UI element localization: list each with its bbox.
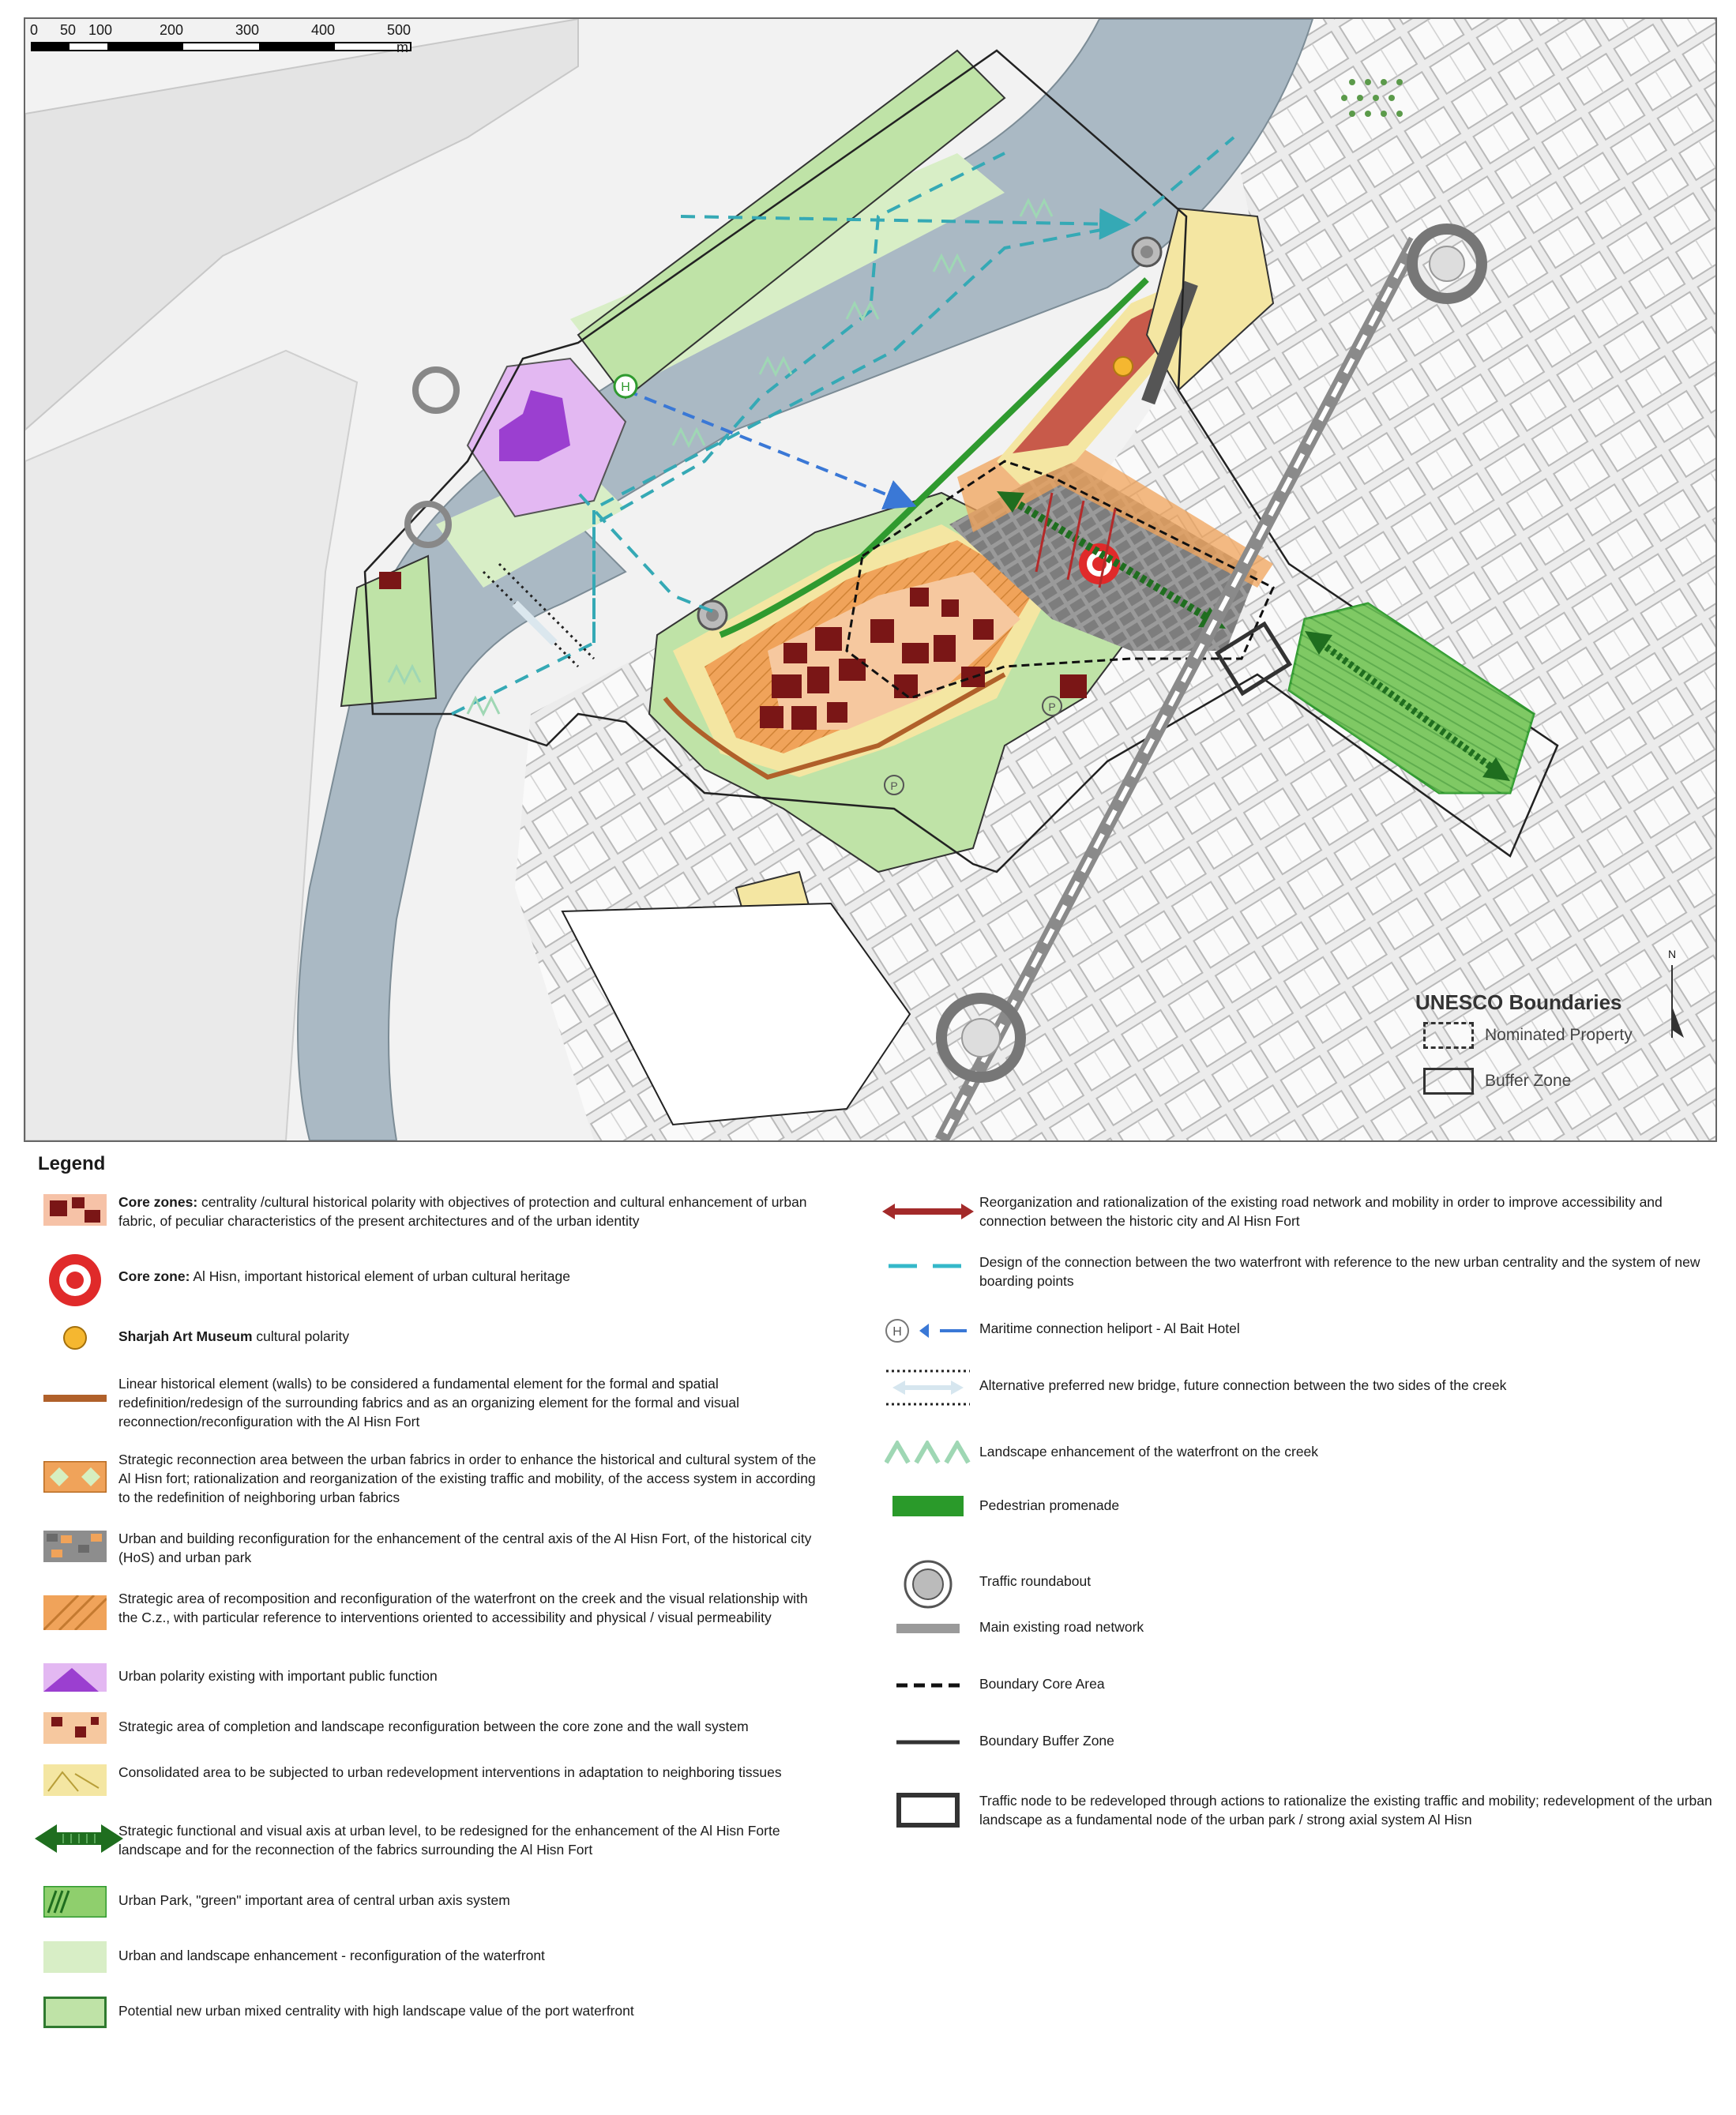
- legend-core-zones-text: centrality /cultural historical polarity with objectives of protection and cultural enhancement of urban fabric, of peculiar characteristics of the present architectures and of the urban identity: [118, 1194, 807, 1229]
- legend-urban-park-text: Urban Park, "green" important area of central urban axis system: [118, 1892, 510, 1908]
- road-network-line-icon: [877, 1617, 979, 1633]
- legend-reconfiguration-text: Urban and building reconfiguration for the enhancement of the central axis of the Al Hisn Fort, of the historical city (HoS) and urban park: [118, 1531, 812, 1565]
- legend-item-landscape-enhancement: [32, 1940, 829, 1995]
- legend-landscape-enhancement-text: Urban and landscape enhancement - reconfiguration of the waterfront: [118, 1948, 545, 1963]
- scale-tick-400: 400: [311, 22, 336, 38]
- scale-tick-300: 300: [235, 22, 260, 38]
- legend-item-completion-area: [32, 1711, 829, 1763]
- parking-symbol: P: [890, 780, 898, 792]
- buffer-boundary-line-icon: [877, 1731, 979, 1745]
- unesco-title: UNESCO Boundaries: [1415, 990, 1622, 1014]
- legend-roundabout-text: Traffic roundabout: [979, 1573, 1092, 1589]
- promenade-green-bar-icon: [877, 1494, 979, 1516]
- legend-cyan-dashed-text: Design of the connection between the two waterfront with reference to the new urban centrality and the system of new boarding points: [979, 1254, 1700, 1289]
- nominated-property-icon: [1423, 1022, 1474, 1049]
- legend-right-column: [877, 1193, 1714, 1854]
- historic-wall-line-icon: [32, 1374, 118, 1404]
- legend-item-urban-park: [32, 1884, 829, 1940]
- legend-completion-area-text: Strategic area of completion and landscape reconfiguration between the core zone and the wall system: [118, 1719, 749, 1734]
- legend-item-art-museum: [32, 1322, 829, 1374]
- legend-mixed-centrality-text: Potential new urban mixed centrality with high landscape value of the port waterfront: [118, 2003, 634, 2019]
- nominated-property-label: Nominated Property: [1485, 1026, 1633, 1044]
- legend-core-boundary-text: Boundary Core Area: [979, 1676, 1105, 1692]
- legend-item-historic-wall: [32, 1374, 829, 1450]
- legend-item-bridge: [877, 1366, 1714, 1439]
- legend-waterfront-recomposition-text: Strategic area of recomposition and reconfiguration of the waterfront on the creek and the visual relationship with the C.z., with particular reference to interventions oriented to accessibility and physical / visual permeability: [118, 1591, 808, 1625]
- map-canvas: [25, 19, 1715, 1140]
- reconnection-area-swatch-icon: [32, 1450, 118, 1493]
- legend-item-buffer-boundary: [877, 1731, 1714, 1791]
- roundabout-icon: [1133, 238, 1161, 266]
- completion-area-swatch-icon: [32, 1711, 118, 1744]
- legend-al-hisn-text: Al Hisn, important historical element of urban cultural heritage: [190, 1268, 570, 1284]
- legend-green-axis-text: Strategic functional and visual axis at urban level, to be redesigned for the enhancement of the Al Hisn Forte landscape and for the reconnection of the fabrics surrounding the Al Hisn Fort: [118, 1823, 780, 1858]
- scale-tick-200: 200: [160, 22, 184, 38]
- unesco-buffer-row: [1423, 1068, 1571, 1095]
- scale-tick-50: 50: [60, 22, 77, 38]
- legend-item-cyan-dashed: [877, 1253, 1714, 1316]
- legend-promenade-text: Pedestrian promenade: [979, 1497, 1120, 1513]
- legend-buffer-boundary-text: Boundary Buffer Zone: [979, 1733, 1114, 1749]
- consolidated-area-swatch-icon: [32, 1763, 118, 1796]
- legend-item-promenade: [877, 1494, 1714, 1557]
- legend-core-zones-bold: Core zones:: [118, 1194, 198, 1210]
- heliport-connection-icon: [877, 1316, 979, 1344]
- legend-heliport-text: Maritime connection heliport - Al Bait Hotel: [979, 1320, 1240, 1336]
- parking-symbol-2: P: [1048, 701, 1056, 713]
- buffer-zone-icon: [1423, 1068, 1474, 1095]
- legend-item-core-boundary: [877, 1674, 1714, 1731]
- roundabout-icon: [698, 601, 727, 629]
- roundabout-icon: [877, 1557, 979, 1610]
- legend-traffic-node-text: Traffic node to be redeveloped through actions to rationalize the existing traffic and mobility; redevelopment of the urban landscape as a fundamental node of the urban park / strong axial system Al Hisn: [979, 1793, 1712, 1828]
- waterfront-chevrons-icon: [877, 1439, 979, 1464]
- art-museum-dot-icon: [1114, 357, 1133, 376]
- core-boundary-dashed-icon: [877, 1674, 979, 1689]
- scale-tick-500: 500: [387, 22, 411, 38]
- al-hisn-target-icon: [32, 1251, 118, 1308]
- public-function-swatch-icon: [32, 1662, 118, 1692]
- site-map: [24, 17, 1717, 1142]
- art-museum-dot-icon: [32, 1322, 118, 1352]
- legend-item-traffic-node: [877, 1791, 1714, 1854]
- legend-consolidated-area-text: Consolidated area to be subjected to urban redevelopment interventions in adaptation to neighboring tissues: [118, 1764, 782, 1780]
- green-axis-arrow-icon: [32, 1821, 126, 1854]
- legend-item-core-zones: [32, 1193, 829, 1251]
- scale-tick-100: 100: [88, 22, 113, 38]
- core-zone-swatch-icon: [32, 1193, 118, 1226]
- urban-park-swatch-icon: [32, 1884, 118, 1918]
- legend-left-column: [32, 1193, 829, 2042]
- legend-title: Legend: [38, 1153, 106, 1174]
- legend-historic-wall-text: Linear historical element (walls) to be considered a fundamental element for the formal and spatial redefinition/redesign of the surrounding fabrics and as an organizing element for the formal and visual reconnection/reconfiguration with the Al Hisn Fort: [118, 1376, 740, 1429]
- legend-item-red-arrow: [877, 1193, 1714, 1253]
- legend-item-waterfront-recomposition: [32, 1589, 829, 1662]
- legend-item-chevrons: [877, 1439, 1714, 1494]
- legend-item-public-function: [32, 1662, 829, 1711]
- legend-bridge-text: Alternative preferred new bridge, future connection between the two sides of the creek: [979, 1377, 1507, 1393]
- scale-unit: m: [396, 39, 408, 55]
- scale-bar: [32, 43, 411, 51]
- legend-item-consolidated-area: [32, 1763, 829, 1821]
- legend-item-roundabout: [877, 1557, 1714, 1617]
- legend-art-museum-text: cultural polarity: [252, 1328, 350, 1344]
- legend-item-reconnection-area: [32, 1450, 829, 1529]
- legend-art-museum-bold: Sharjah Art Museum: [118, 1328, 253, 1344]
- north-label: N: [1668, 948, 1677, 960]
- landscape-enhancement-swatch-icon: [32, 1940, 118, 1973]
- small-heritage-building: [379, 572, 401, 589]
- cyan-dashed-line-icon: [877, 1253, 979, 1270]
- legend-item-reconfiguration: [32, 1529, 829, 1589]
- legend-reconnection-area-text: Strategic reconnection area between the urban fabrics in order to enhance the historical and cultural system of the Al Hisn fort; rationalization and reorganization of the existing traffic and mobility, of the access system in according to the redefinition of neighboring urban fabrics: [118, 1452, 817, 1505]
- legend-item-al-hisn: [32, 1251, 829, 1322]
- mixed-centrality-swatch-icon: [32, 1995, 118, 2028]
- heliport-symbol: H: [621, 381, 630, 394]
- red-double-arrow-icon: [877, 1193, 979, 1219]
- reconfiguration-swatch-icon: [32, 1529, 118, 1562]
- legend-road-network-text: Main existing road network: [979, 1619, 1144, 1635]
- unesco-nominated-row: [1423, 1022, 1633, 1049]
- bridge-dotted-icon: [877, 1366, 979, 1407]
- traffic-node-box-icon: [877, 1791, 979, 1828]
- legend-item-heliport: [877, 1316, 1714, 1366]
- legend-al-hisn-bold: Core zone:: [118, 1268, 190, 1284]
- legend-item-road-network: [877, 1617, 1714, 1674]
- north-arrow-icon: [1652, 948, 1692, 1046]
- legend-public-function-text: Urban polarity existing with important public function: [118, 1668, 438, 1684]
- waterfront-recomposition-swatch-icon: [32, 1589, 118, 1630]
- scale-tick-0: 0: [30, 22, 39, 38]
- buffer-zone-label: Buffer Zone: [1485, 1072, 1572, 1090]
- legend-chevrons-text: Landscape enhancement of the waterfront on the creek: [979, 1444, 1319, 1459]
- legend-item-mixed-centrality: [32, 1995, 829, 2042]
- legend-item-green-axis: [32, 1821, 829, 1884]
- svg-text:H: H: [892, 1325, 902, 1339]
- legend-red-arrow-text: Reorganization and rationalization of the existing road network and mobility in order to improve accessibility and connection between the historic city and Al Hisn Fort: [979, 1194, 1663, 1229]
